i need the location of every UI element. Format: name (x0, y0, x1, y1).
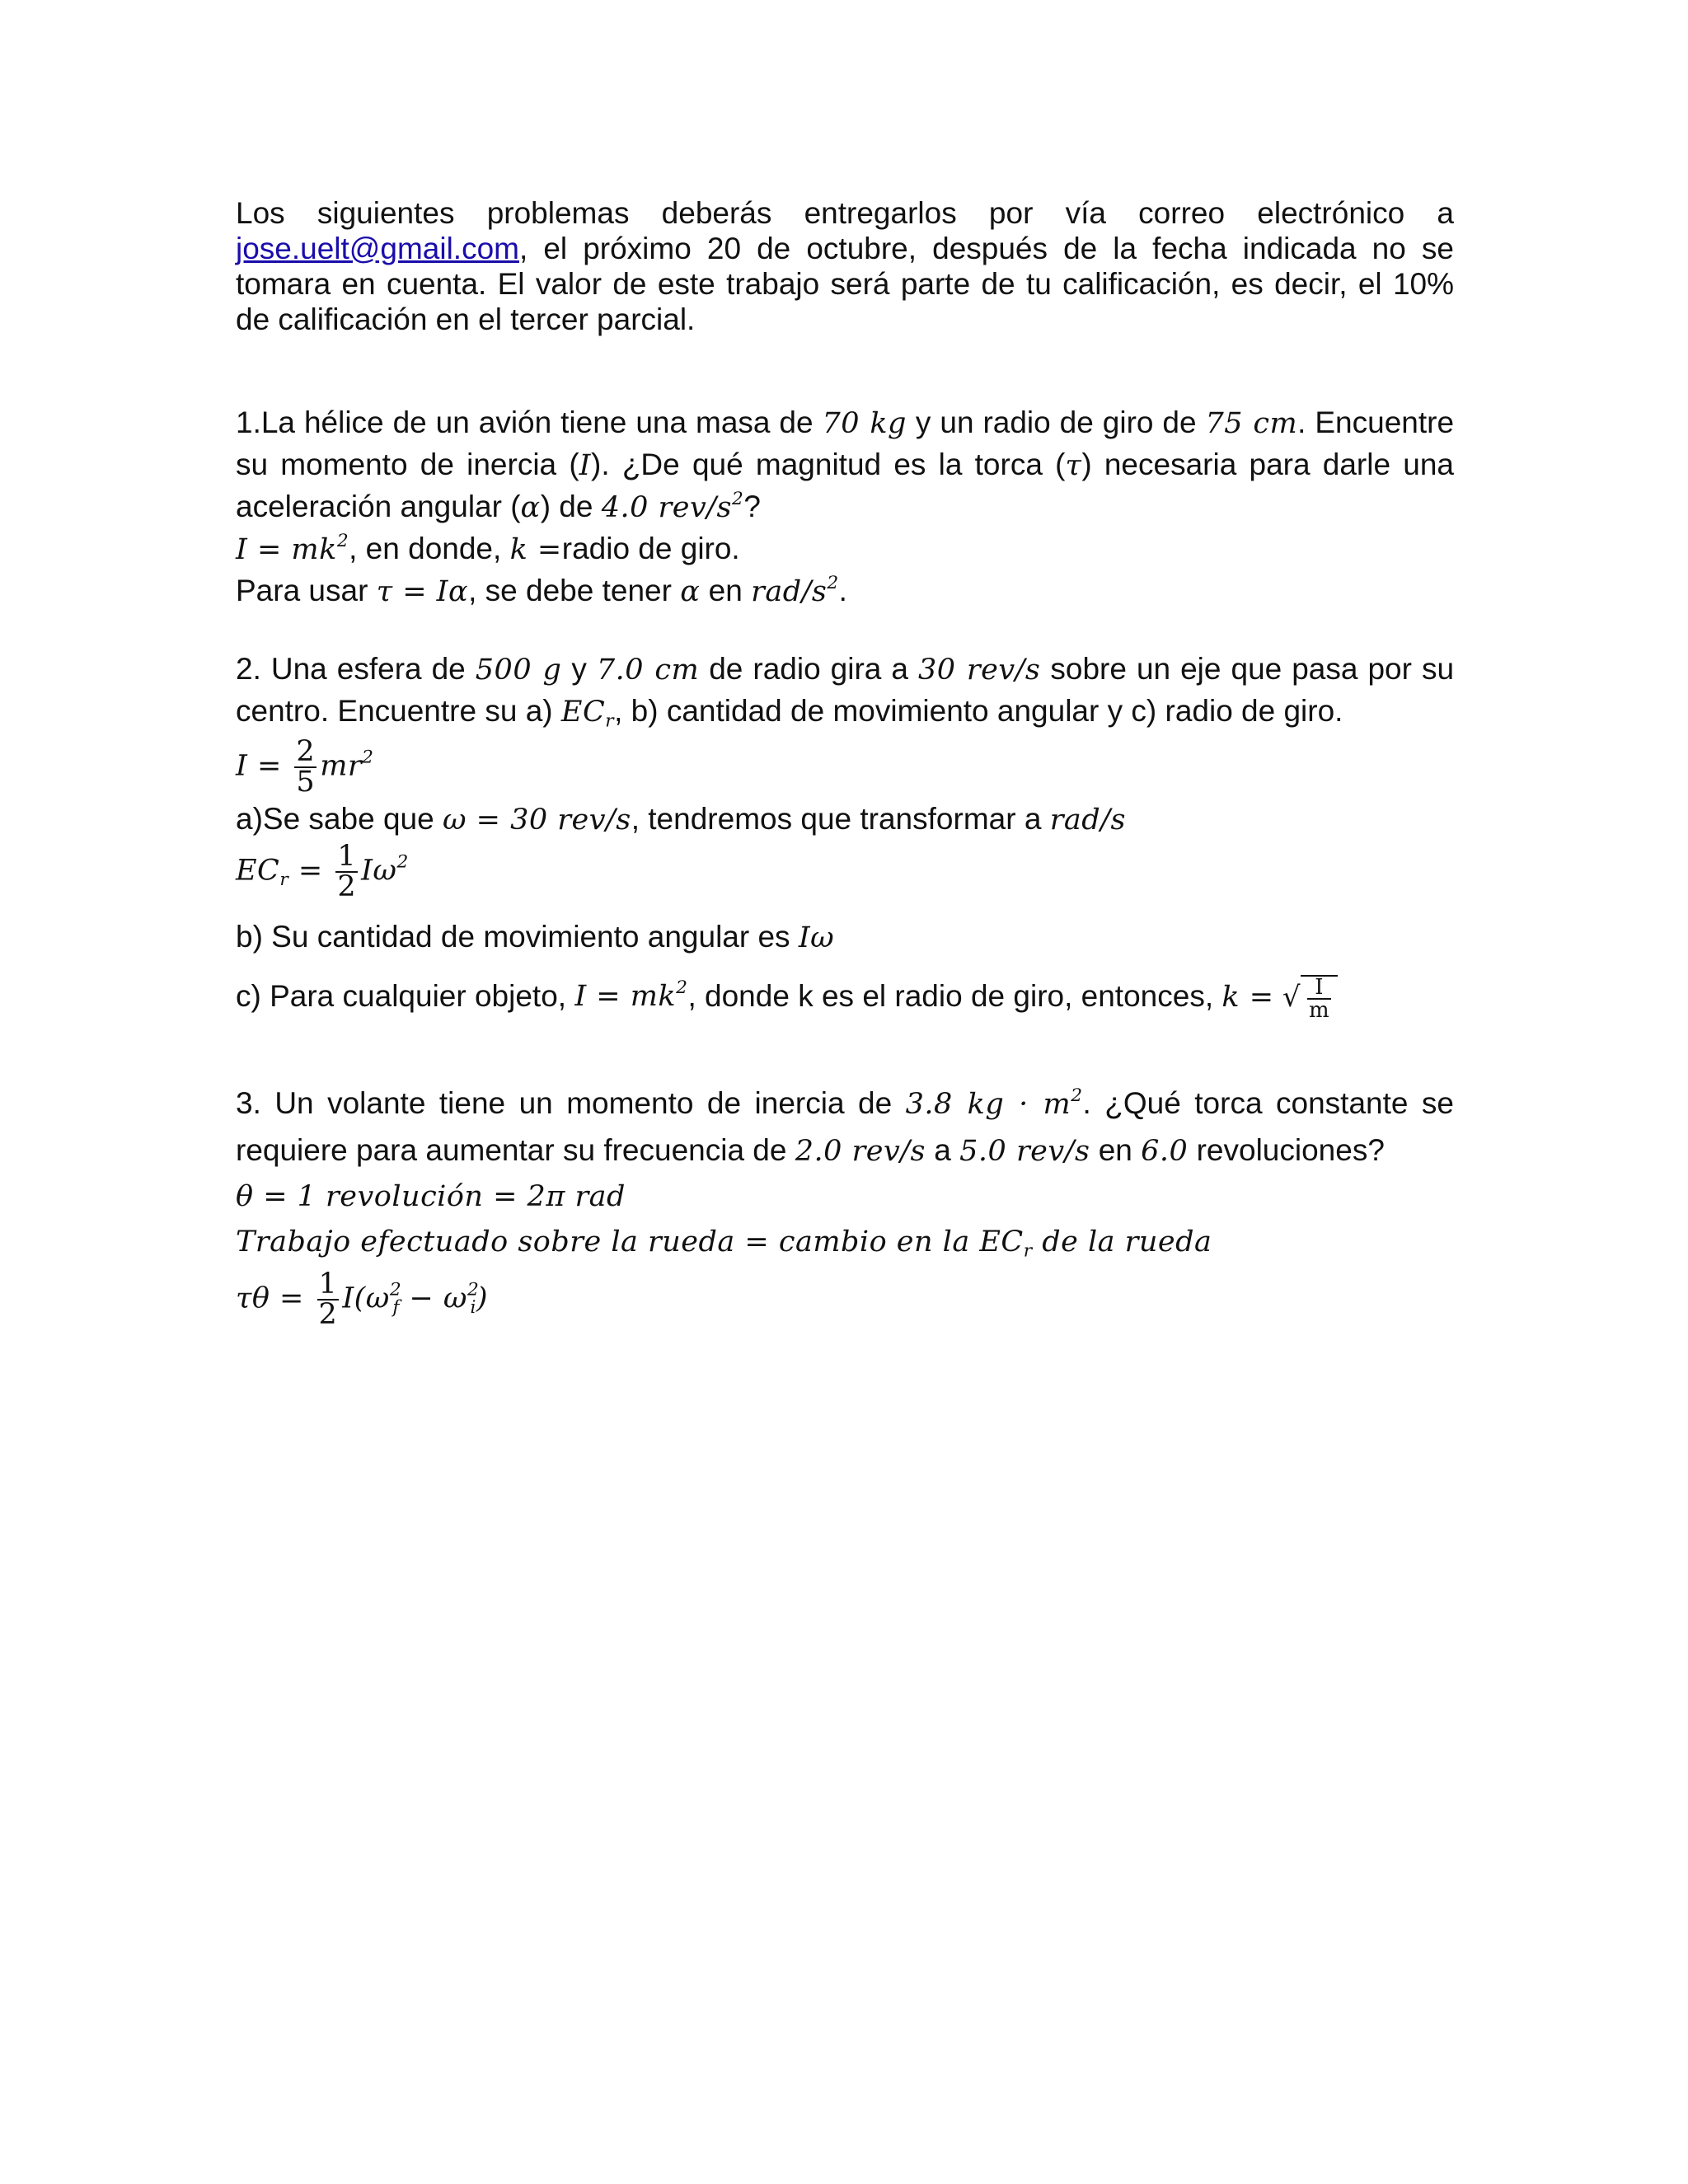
k-symbol: k = (509, 532, 562, 566)
email-link[interactable]: jose.uelt@gmail.com (236, 231, 519, 265)
inertia-value: 3.8 kg · $m^2$ (905, 1085, 1083, 1121)
final-torque-formula: τθ = $\frac{1}{2}$ $I(\omega^2_f - \omega^2_i)$ (236, 1267, 489, 1331)
problem-1-text: y un radio de giro de (915, 405, 1197, 439)
problem-2-text: , tendremos que transformar a (631, 801, 1042, 836)
problem-1-text: . Encuentre su momento de inercia ( (236, 405, 1455, 481)
k-symbol: k = (1221, 980, 1274, 1014)
problem-2-text: b) Su cantidad de movimiento angular es (236, 919, 790, 954)
rotational-energy-formula: $EC_r$ = $\frac{1}{2}$ $I\omega^2$ (236, 839, 409, 903)
problem-2 (236, 649, 1454, 1034)
torque-symbol: τ (1065, 448, 1082, 482)
problem-1 (236, 402, 1454, 612)
inertia-formula: $I = mk^2$ (236, 530, 349, 566)
torque-formula: τ = Iα (376, 574, 469, 608)
problem-2-part-c (236, 975, 1454, 1034)
problem-1-text: ) necesaria para darle una aceleración angular ( (236, 447, 1455, 523)
intro-paragraph (236, 196, 1454, 338)
theta-formula: θ = 1 revolución = 2π rad (236, 1179, 626, 1213)
mass-value: 70 kg (822, 406, 907, 440)
mass-value: 500 g (475, 653, 562, 687)
inertia-symbol: I (579, 448, 591, 482)
problem-2-part-b (236, 916, 1454, 958)
problem-3-text: en (1098, 1132, 1132, 1167)
units-value: rad/s (1049, 803, 1126, 837)
problem-1-formula-line (236, 528, 1454, 570)
radius-value: 7.0 cm (596, 653, 700, 687)
initial-frequency: 2.0 rev/s (795, 1134, 926, 1168)
problem-1-hint-line (236, 570, 1454, 612)
sphere-inertia-formula: I = $\frac{2}{5}$ $mr^2$ (236, 734, 374, 799)
frequency-value: 30 rev/s (917, 653, 1041, 687)
problem-1-text: , en donde, (349, 531, 502, 565)
radius-of-gyration-formula: √ $\frac{I}{m}$ (1282, 975, 1338, 1021)
problem-1-text: , se debe tener (468, 573, 672, 607)
problem-2-text: a)Se sabe que (236, 801, 434, 836)
work-formula: Trabajo efectuado sobre la rueda = cambio en la $EC_r$ de la rueda (236, 1225, 1212, 1262)
problem-1-text: radio de giro. (561, 531, 740, 565)
problem-2-text: 2. Una esfera de (236, 651, 466, 686)
problem-1-text: ) de (540, 489, 593, 523)
alpha-symbol: α (680, 574, 701, 608)
kinetic-energy-symbol: $EC_r$ (560, 695, 615, 732)
final-frequency: 5.0 rev/s (959, 1134, 1090, 1168)
intro-text-2: , el próximo 20 de octubre, después de la fecha indicada no se tomara en cuenta. El valor de este trabajo será parte de tu calificación, es decir, el 10% de calificación en el tercer parcial. (236, 231, 1454, 336)
omega-formula: ω = 30 rev/s (442, 803, 631, 837)
problem-3-text: revoluciones? (1196, 1132, 1385, 1167)
problem-2-text: de radio gira a (709, 651, 908, 686)
problem-2-text: , b) cantidad de movimiento angular y c) radio de giro. (614, 693, 1343, 728)
radius-value: 75 cm (1205, 406, 1298, 440)
angular-momentum-formula: Iω (798, 921, 835, 954)
acceleration-value: 4.0 rev/$s^2$ (601, 488, 744, 524)
problem-3-text: 3. Un volante tiene un momento de inercia de (236, 1085, 893, 1120)
problem-1-text: en (708, 573, 743, 607)
revolutions-value: 6.0 (1141, 1134, 1189, 1168)
problem-1-text: ). ¿De qué magnitud es la torca ( (591, 447, 1066, 481)
problem-1-text: . (838, 573, 847, 607)
problem-2-text: c) Para cualquier objeto, (236, 978, 567, 1013)
problem-2-part-a (236, 799, 1454, 841)
problem-2-statement (236, 649, 1454, 733)
intro-text: Los siguientes problemas deberás entregarlos por vía correo electrónico a (236, 196, 1454, 230)
units-value: rad/$s^2$ (751, 572, 839, 608)
problem-1-text: Para usar (236, 573, 368, 607)
problem-2-text: , donde k es el radio de giro, entonces, (687, 978, 1214, 1013)
alpha-symbol: α (520, 490, 541, 524)
problem-1-text: ? (743, 489, 761, 523)
problem-3 (236, 1080, 1454, 1336)
inertia-formula: $I = mk^2$ (574, 977, 688, 1014)
problem-3-statement (236, 1080, 1454, 1174)
problem-3-text: a (934, 1132, 951, 1167)
problem-2-text: y (571, 651, 587, 686)
problem-3-text: . ¿Qué torca constante se requiere para aumentar su frecuencia de (236, 1085, 1455, 1167)
problem-1-statement (236, 402, 1454, 528)
problem-2-text: sobre un eje que pasa por su centro. Encuentre su a) (236, 651, 1455, 728)
problem-1-text: 1.La hélice de un avión tiene una masa de (236, 405, 814, 439)
document-page (236, 196, 1454, 1336)
